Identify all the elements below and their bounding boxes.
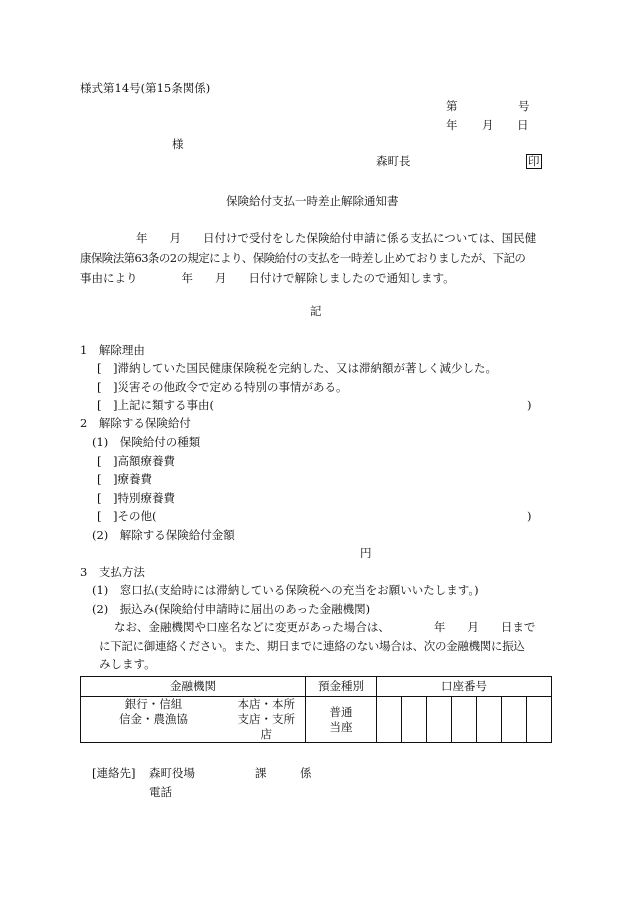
addressee-honorific: 様	[172, 137, 184, 151]
section2-item: [ ]高額療養費	[97, 454, 175, 468]
section2-sub2: (2) 解除する保険給付金額	[92, 528, 235, 542]
section2-sub1: (1) 保険給付の種類	[92, 435, 201, 449]
account-digit-cell[interactable]	[427, 697, 452, 743]
note-day-label: 日まで	[500, 620, 536, 634]
body-month-label: 月	[169, 231, 181, 245]
bank-account-table	[80, 676, 552, 743]
date-month-label: 月	[482, 118, 494, 132]
section3-heading: 3 支払方法	[80, 565, 145, 579]
deposit-type-option: 当座	[329, 719, 353, 734]
body-year-label: 年	[136, 231, 148, 245]
section1-item: [ ]災害その他政令で定める特別の事情がある。	[97, 380, 348, 394]
section3-sub1: (1) 窓口払(支給時には滞納している保険税への充当をお願いいたします。)	[92, 583, 479, 597]
account-digit-cell[interactable]	[477, 697, 502, 743]
body-line3-reason: 事由により	[80, 271, 138, 285]
section3-sub2: (2) 振込み(保険給付申請時に届出のあった金融機関)	[92, 602, 371, 616]
branch-suffix: 店	[260, 727, 272, 741]
note-year-label: 年	[433, 620, 446, 634]
section1-heading: 1 解除理由	[80, 343, 145, 357]
deposit-type-option: 普通	[329, 704, 353, 719]
section1-item: [ ]滞納していた国民健康保険税を完納した、又は滞納額が著しく減少した。	[97, 361, 497, 375]
contact-office: 森町役場	[149, 766, 195, 780]
date-day-label: 日	[517, 118, 529, 132]
bank-header: 金融機関	[81, 677, 306, 697]
form-number: 様式第14号(第15条関係)	[80, 81, 211, 95]
note-month-label: 月	[467, 620, 479, 634]
note-text: なお、金融機関や口座名などに変更があった場合は、	[114, 620, 390, 634]
bank-type-option: 信金・農漁協	[119, 712, 188, 726]
account-digit-cell[interactable]	[502, 697, 527, 743]
amount-yen-label: 円	[360, 546, 372, 560]
contact-unit-label: 係	[300, 766, 312, 780]
body-line3-text: 日付けで解除しましたので通知します。	[248, 271, 455, 285]
account-number-header: 口座番号	[377, 677, 552, 697]
body-line2-text: 康保険法第63条の2の規定により、保険給付の支払を一時差し止めておりましたが、下記の	[80, 251, 526, 265]
body-line1-text: 日付けで受付をした保険給付申請に係る支払については、国民健	[203, 231, 537, 245]
section3-note-line2: に下記に御連絡ください。また、期日までに連絡のない場合は、次の金融機関に振込	[99, 639, 525, 653]
branch-type-option: 本店・本所	[237, 697, 295, 711]
sender-title: 森町長	[376, 154, 411, 168]
body-line3-year: 年	[181, 271, 193, 285]
body-paragraph	[80, 228, 550, 288]
section2-heading: 2 解除する保険給付	[80, 416, 191, 430]
contact-label: [連絡先]	[92, 766, 136, 780]
deposit-type-header: 預金種別	[306, 677, 377, 697]
section2-item: [ ]その他(	[97, 509, 157, 523]
section2-close-paren: )	[527, 509, 532, 523]
seal-mark: 印	[528, 154, 540, 168]
bank-name-cell[interactable]	[81, 697, 306, 743]
contact-section-label: 課	[255, 766, 267, 780]
account-digit-cell[interactable]	[377, 697, 402, 743]
section3-note-line3: みします。	[99, 657, 156, 671]
section3-note-line1	[114, 621, 535, 635]
section1-item: [ ]上記に類する事由(	[97, 398, 214, 412]
bank-type-option: 銀行・信組	[124, 697, 183, 711]
branch-type-option: 支店・支所	[237, 712, 295, 726]
account-digit-cell[interactable]	[452, 697, 477, 743]
body-line3-month: 月	[215, 271, 227, 285]
section2-item: [ ]療養費	[97, 472, 152, 486]
section1-close-paren: )	[527, 398, 532, 412]
account-digit-cell[interactable]	[527, 697, 552, 743]
account-digit-cell[interactable]	[402, 697, 427, 743]
ki-heading: 記	[310, 304, 322, 318]
date-year-label: 年	[446, 118, 458, 132]
section2-item: [ ]特別療養費	[97, 491, 175, 505]
contact-phone-label: 電話	[149, 785, 172, 799]
document-number-suffix: 号	[518, 99, 530, 113]
document-number-prefix: 第	[446, 99, 458, 113]
document-title: 保険給付支払一時差止解除通知書	[226, 194, 399, 208]
deposit-type-cell[interactable]	[306, 697, 377, 743]
